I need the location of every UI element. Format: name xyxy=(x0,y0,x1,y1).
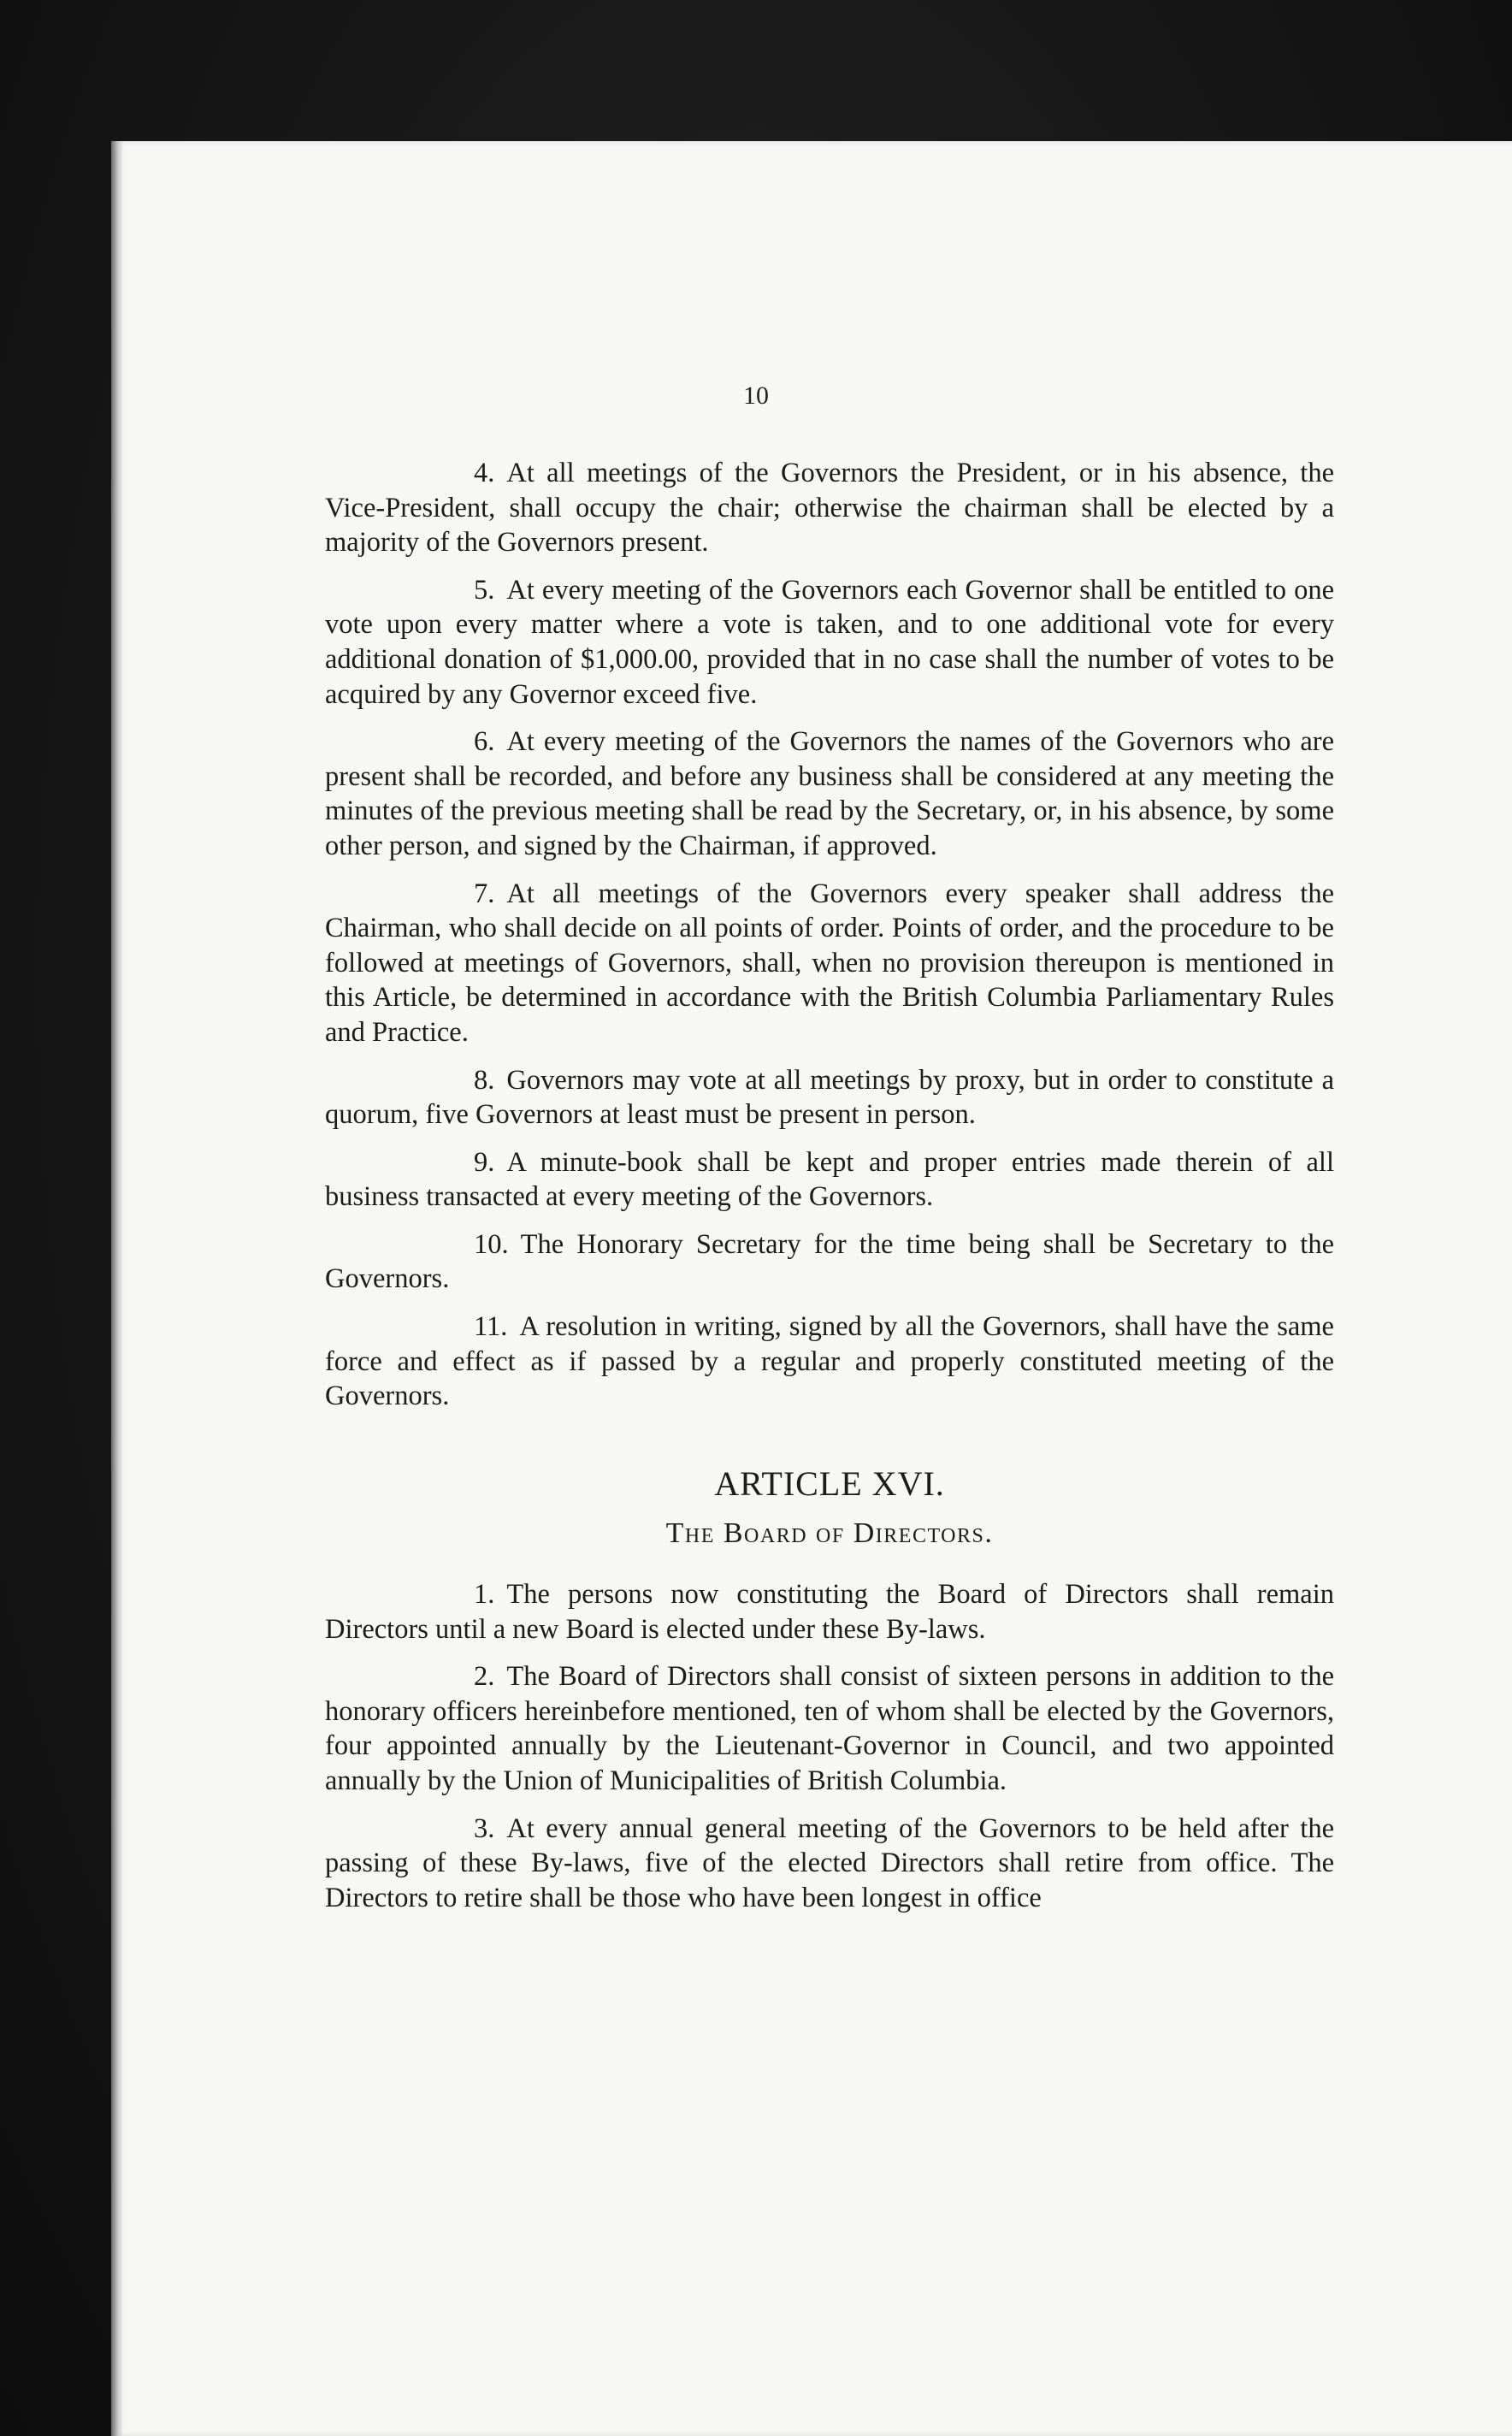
paragraph-number: 10. xyxy=(474,1228,509,1260)
paragraph-8 xyxy=(325,1063,1334,1132)
paragraph-text: The Board of Directors shall consist of sixteen persons in addition to the honorary officers hereinbefore mentioned, ten of whom shall be elected by the Governors, four appointed annually by the Lieutenant-Governor in Council, and two appointed annually by the Union of Municipalities of British Columbia. xyxy=(325,1661,1334,1796)
paragraph-9 xyxy=(325,1145,1334,1215)
paragraph-number: 11. xyxy=(474,1311,508,1343)
directors-paragraph-1 xyxy=(325,1577,1334,1647)
paragraph-text: A resolution in writing, signed by all the Governors, shall have the same force and effect as if passed by a regular and properly constituted meeting of the Governors. xyxy=(325,1311,1334,1412)
paragraph-number: 5. xyxy=(474,574,495,606)
paragraph-10 xyxy=(325,1227,1334,1297)
paragraph-text: At all meetings of the Governors the President, or in his absence, the Vice-President, shall occupy the chair; otherwise the chairman shall be elected by a majority of the Governors present. xyxy=(325,458,1334,559)
paragraph-number: 7. xyxy=(474,878,495,909)
paragraph-number: 4. xyxy=(474,458,495,488)
paragraph-11 xyxy=(325,1310,1334,1414)
paragraph-text: The persons now constituting the Board of Directors shall remain Directors until a new Board is elected under these By-laws. xyxy=(325,1579,1334,1645)
paragraph-number: 2. xyxy=(474,1661,495,1693)
directors-paragraph-2 xyxy=(325,1659,1334,1798)
article-heading: ARTICLE XVI. xyxy=(714,1463,945,1503)
section-heading: The Board of Directors. xyxy=(665,1517,994,1550)
paragraph-text: A minute-book shall be kept and proper entries made therein of all business transacted at every meeting of the Governors. xyxy=(325,1146,1334,1213)
paragraph-number: 8. xyxy=(474,1064,495,1096)
page-binding-edge xyxy=(111,141,123,2436)
paragraph-text: Governors may vote at all meetings by proxy, but in order to constitute a quorum, five Governors at least must be present in person. xyxy=(325,1064,1334,1131)
body-text xyxy=(325,456,1334,1928)
paragraph-number: 6. xyxy=(474,726,495,758)
paragraph-number: 3. xyxy=(474,1812,495,1844)
paragraph-4 xyxy=(325,456,1334,560)
page-number: 10 xyxy=(743,381,769,410)
paragraph-text: At every meeting of the Governors each Governor shall be entitled to one vote upon every matter where a vote is taken, and to one additional vote for every additional donation of $1,000.00, provided that in no case shall the number of votes to be acquired by any Governor exceed five. xyxy=(325,574,1334,710)
paragraph-text: At every annual general meeting of the Governors to be held after the passing of these By-laws, five of the elected Directors shall retire from office. The Directors to retire shall be those who have been longest in office xyxy=(325,1812,1334,1913)
paragraph-7 xyxy=(325,877,1334,1050)
paragraph-5 xyxy=(325,573,1334,712)
paragraph-number: 9. xyxy=(474,1146,495,1178)
paragraph-number: 1. xyxy=(474,1579,495,1611)
paragraph-6 xyxy=(325,724,1334,863)
paragraph-text: At all meetings of the Governors every speaker shall address the Chairman, who shall decide on all points of order. Points of order, and the procedure to be followed at meetings of Governors, shall, when no provision thereupon is mentioned in this Article, be determined in accordance with the British Columbia Parliamentary Rules and Practice. xyxy=(325,878,1334,1048)
directors-paragraph-3 xyxy=(325,1812,1334,1916)
paragraph-text: At every meeting of the Governors the names of the Governors who are present shall be recorded, and before any business shall be considered at any meeting the minutes of the previous meeting shall be read by the Secretary, or, in his absence, by some other person, and signed by the Chairman, if approved. xyxy=(325,726,1334,861)
paragraph-text: The Honorary Secretary for the time being shall be Secretary to the Governors. xyxy=(325,1228,1334,1295)
